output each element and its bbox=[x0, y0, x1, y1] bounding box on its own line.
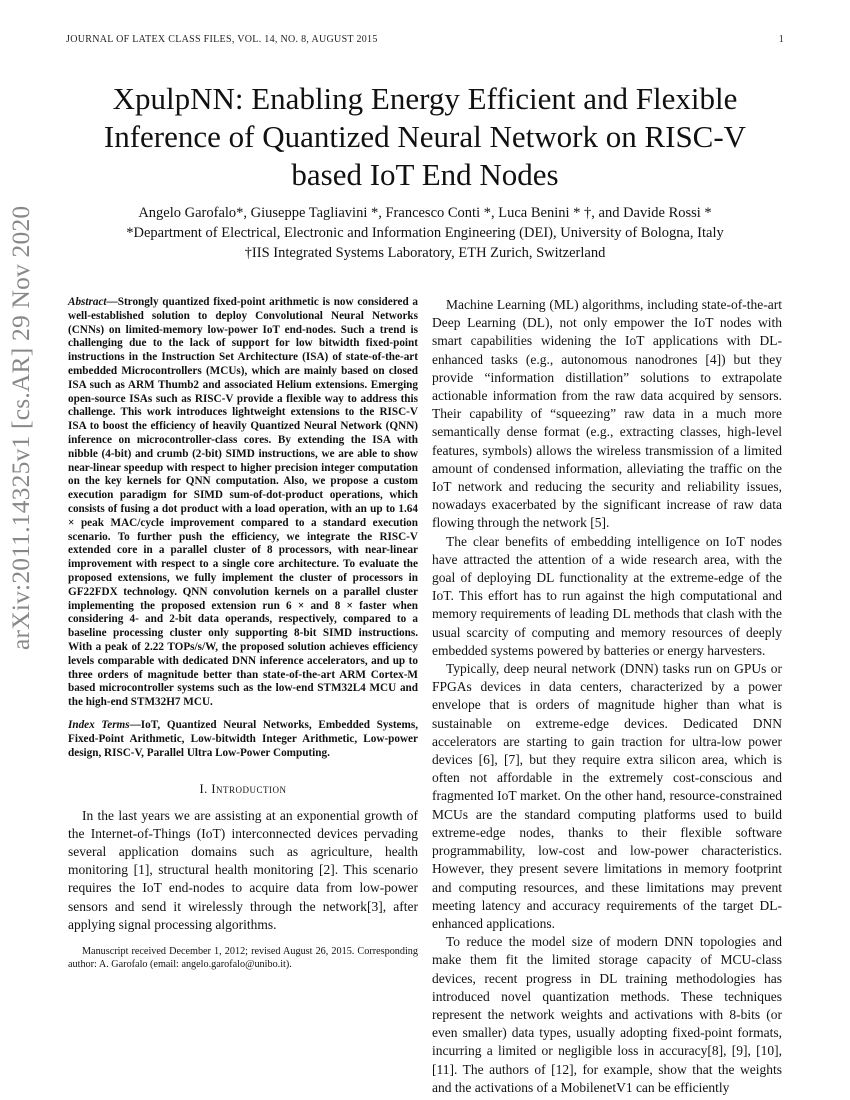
index-terms-text: —IoT, Quantized Neural Networks, Embedded Systems, Fixed-Point Arithmetic, Low-bitwidth Integer Arithmetic, Low-power design, RISC-V, Parallel Ultra Low-Power Computing. bbox=[68, 718, 418, 759]
author-block bbox=[40, 203, 810, 263]
affiliation: †IIS Integrated Systems Laboratory, ETH Zurich, Switzerland bbox=[244, 245, 606, 261]
abstract-label: Abstract bbox=[68, 296, 107, 308]
page-number: 1 bbox=[778, 34, 784, 45]
author-names: Angelo Garofalo*, Giuseppe Tagliavini *, Francesco Conti *, Luca Benini * †, and Davide Rossi * bbox=[138, 205, 712, 221]
paragraph: Machine Learning (ML) algorithms, including state-of-the-art Deep Learning (DL), not only empower the IoT nodes with smart capabilities widening the IoT applications with DL-enhanced tasks (e.g., autonomous nanodrones [4]) but they provide “information distillation” solutions to extrapolate actionable information from the raw data acquired by sensors. Their capability of “squeezing” raw data in a much more semantically dense format (e.g., extracting classes, high-level features, symbols) allows the wireless transmission of a limited amount of condensed information, alleviating the traffic on the IoT network and reducing the security and reliability issues, nowadays exacerbated by the significant increase of raw data flowing through the network [5]. bbox=[432, 297, 782, 531]
paragraph: In the last years we are assisting at an exponential growth of the Internet-of-Things (IoT) interconnected devices pervading several application domains such as agriculture, health monitoring [1], structural health monitoring [2]. This scenario requires the IoT end-nodes to acquire data from low-power sensors and send it wirelessly through the network[3], after applying signal processing algorithms. bbox=[68, 807, 418, 932]
title-line: Inference of Quantized Neural Network on RISC-V bbox=[103, 119, 747, 154]
paragraph: To reduce the model size of modern DNN topologies and make them fit the limited storage capacity of MCU-class devices, recent progress in DL training methodologies has introduced novel quantization methods. These techniques represent the network weights and activations with 8-bits (or even smaller) data types, usually adopting fixed-point formats, incurring a limited or negligible loss in accuracy[8], [9], [10], [11]. The authors of [12], for example, show that the weights and the activations of a MobilenetV1 can be efficiently bbox=[432, 934, 782, 1095]
footnote: Manuscript received December 1, 2012; revised August 26, 2015. Corresponding author: A. Garofalo (email: angelo.garofalo@unibo.it). bbox=[68, 945, 418, 970]
left-column bbox=[68, 296, 418, 971]
index-terms-label: Index Terms bbox=[68, 718, 130, 731]
index-terms bbox=[68, 719, 418, 760]
right-column bbox=[432, 296, 782, 1097]
title-line: XpulpNN: Enabling Energy Efficient and Flexible bbox=[112, 81, 738, 116]
affiliation: *Department of Electrical, Electronic and Information Engineering (DEI), University of Bologna, Italy bbox=[126, 225, 724, 241]
section-heading: I. Introduction bbox=[199, 782, 287, 797]
arxiv-id[interactable]: arXiv:2011.14325v1 [cs.AR] 29 Nov 2020 bbox=[6, 205, 35, 650]
paragraph: Typically, deep neural network (DNN) tasks run on GPUs or FPGAs devices in data centers, characterized by a power envelope that is orders of magnitude higher than what is sustainable on extreme-edge devices. Dedicated DNN accelerators are starting to gain traction for ultra-low power devices [6], [7], but they require extra silicon area, which is often not affordable in the extremely cost-conscious and fragmented IoT market. On the other hand, resource-constrained MCUs are the standard computing platforms used to build extreme-edge nodes, thanks to their flexible software programmability, low-cost and low-power characteristics. However, they present severe limitations in memory footprint and computing resources, and these limitations may prevent meeting latency and accuracy requirements of the target DL-enhanced applications. bbox=[432, 661, 782, 931]
running-head bbox=[66, 34, 784, 45]
paper-title bbox=[40, 80, 810, 194]
abstract-text: —Strongly quantized fixed-point arithmetic is now considered a well-established solution to deploy Convolutional Neural Networks (CNNs) on limited-memory low-power IoT end-nodes. Such a trend is challenging due to the lack of support for low bitwidth fixed-point instructions in the Instruction Set Architecture (ISA) of state-of-the-art embedded Microcontrollers (MCUs), which are mainly based on closed ISA such as ARM Thumb2 and associated Helium extensions. Emerging open-source ISAs such as RISC-V provide a flexible way to address this challenge. This work introduces lightweight extensions to the RISC-V ISA to boost the efficiency of heavily Quantized Neural Network (QNN) inference on microcontroller-class cores. By extending the ISA with nibble (4-bit) and crumb (2-bit) SIMD instructions, we are able to show near-linear speedup with respect to higher precision integer computation on the key kernels for QNN computation. Also, we propose a custom execution paradigm for SIMD sum-of-dot-product operations, which consists of fusing a dot product with a load operation, with an up to 1.64 × peak MAC/cycle improvement compared to a standard execution scenario. To further push the efficiency, we integrate the RISC-V extended core in a parallel cluster of 8 processors, with near-linear improvement with respect to a single core architecture. To evaluate the proposed extensions, we fully implement the cluster of processors in GF22FDX technology. QNN convolution kernels on a parallel cluster implementing the proposed extension run 6 × and 8 × faster when considering 4- and 2-bit data operands, respectively, compared to a baseline processing cluster only supporting 8-bit SIMD instructions. With a peak of 2.22 TOPs/s/W, the proposed solution achieves efficiency levels comparable with dedicated DNN inference accelerators, and up to three orders of magnitude better than state-of-the-art ARM Cortex-M based microcontroller systems such as the low-end STM32L4 MCU and the high-end STM32H7 MCU. bbox=[68, 296, 418, 709]
journal-name: JOURNAL OF LATEX CLASS FILES, VOL. 14, NO. 8, AUGUST 2015 bbox=[66, 34, 378, 45]
title-line: based IoT End Nodes bbox=[291, 157, 559, 192]
paragraph: The clear benefits of embedding intelligence on IoT nodes have attracted the attention of a wide research area, with the goal of deploying DL functionality at the extreme-edge of the IoT. This effort has to run against the high computational and memory requirements of leading DL methods that clash with the usual scarcity of computing and memory resources of deeply embedded systems powered by batteries or energy harvesters. bbox=[432, 533, 782, 658]
abstract bbox=[68, 296, 418, 710]
